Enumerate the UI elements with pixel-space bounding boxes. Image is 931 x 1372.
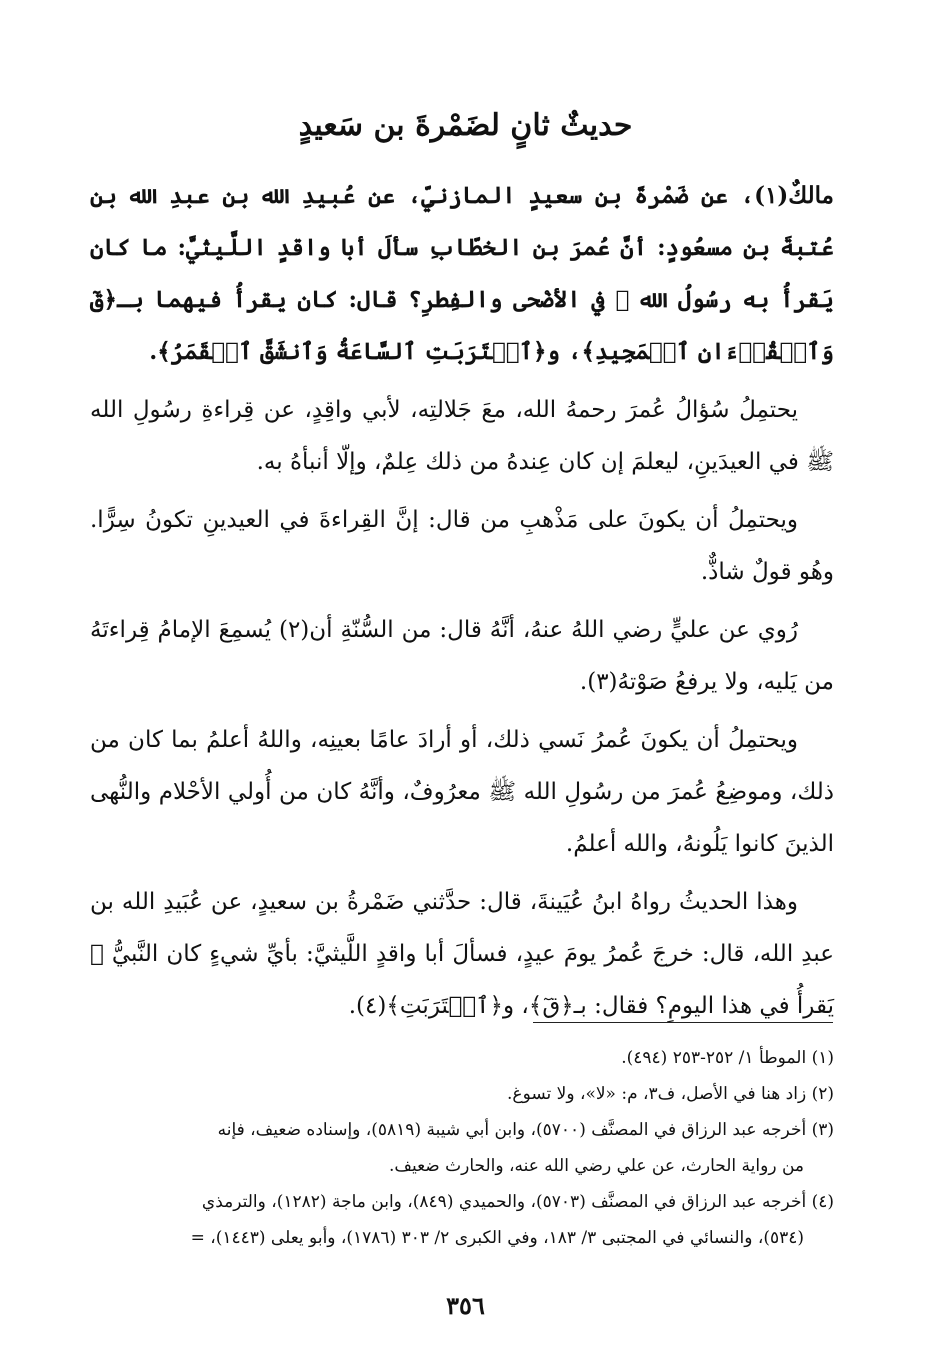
footnotes <box>90 1040 834 1256</box>
footnote-continuation: من رواية الحارث، عن علي رضي الله عنه، والحارث ضعيف. <box>388 1156 804 1176</box>
commentary-paragraph: يحتمِلُ سُؤالُ عُمرَ رحمهُ الله، معَ جَلالتِه، لأبي واقِدٍ، عن قِراءةِ رسُولِ الله ﷺ في العيدَينِ، ليعلمَ إن كان عِندهُ من ذلك عِلمٌ، وإلّا أنبأهُ به. <box>90 397 834 475</box>
footnote: (٢) زاد هنا في الأصل، ف٣، م: «لا»، ولا تسوغ. <box>507 1084 834 1104</box>
footnote: (١) الموطأ ١/ ٢٥٢-٢٥٣ (٤٩٤). <box>621 1048 834 1068</box>
commentary-paragraph: رُوي عن عليٍّ رضي اللهُ عنهُ، أنَّهُ قال: من السُّنّةِ أن(٢) يُسمِعَ الإمامُ قِراءتَهُ من يَليه، ولا يرفعُ صَوْتهُ(٣). <box>90 617 834 695</box>
commentary-paragraph: ويحتمِلُ أن يكونَ على مَذْهبِ من قال: إنَّ القِراءةَ في العيدينِ تكونُ سِرًّا. وهُو قولٌ شاذٌّ. <box>90 507 834 585</box>
page-number: ٣٥٦ <box>446 1291 485 1320</box>
footnote: (٤) أخرجه عبد الرزاق في المصنَّف (٥٧٠٣)، والحميدي (٨٤٩)، وابن ماجة (١٢٨٢)، والترمذي <box>201 1192 834 1212</box>
hadith-paragraph: مالكٌ(١)، عن ضَمْرةَ بن سعيدٍ المازنيِّ، عن عُبيدِ الله بن عبدِ الله بن عُتبةَ بن مسعُودٍ: أنَّ عُمرَ بن الخطّابِ سألَ أبا واقدٍ اللَّيثيَّ: ما كان يَقرأُ به رسُولُ الله ﷺ في الأضْحى والفِطرِ؟ قال: كان يقرأُ فيهما بـ﴿قٓ وَٱلۡقُرۡءَانِ ٱلۡمَجِيدِ﴾، و﴿ٱقۡتَرَبَتِ ٱلسَّاعَةُ وَٱنشَقَّ ٱلۡقَمَرُ﴾. <box>90 182 834 365</box>
commentary-paragraph: وهذا الحديثُ رواهُ ابنُ عُيَينةَ، قال: حدَّثني ضَمْرةُ بن سعيدٍ، عن عُبَيدِ الله بن عبدِ الله، قال: خرجَ عُمرُ يومَ عيدٍ، فسألَ أبا واقدٍ اللَّيثيَّ: بأيِّ شيءٍ كان النَّبيُّ ﷺ يَقرأُ في هذا اليومِ؟ فقال: بـ﴿قٓ﴾، و﴿ٱقۡتَرَبَتِ﴾(٤). <box>90 889 834 1019</box>
page-title: حديثٌ ثانٍ لضَمْرةَ بن سَعيدٍ <box>298 108 633 143</box>
commentary-paragraph: ويحتمِلُ أن يكونَ عُمرُ نَسي ذلك، أو أرادَ عامًا بعينِه، واللهُ أعلمُ بما كان من ذلك، وموضِعُ عُمرَ من رسُولِ الله ﷺ معرُوفٌ، وأنَّهُ كان من أُولي الأحْلام والنُّهى الذينَ كانوا يَلُونهُ، والله أعلمُ. <box>90 727 834 857</box>
footnote: (٣) أخرجه عبد الرزاق في المصنَّف (٥٧٠٠)، وابن أبي شيبة (٥٨١٩)، وإسناده ضعيف، فإنه <box>217 1120 834 1140</box>
footnote-continuation: (٥٣٤)، والنسائي في المجتبى ٣/ ١٨٣، وفي الكبرى ٢/ ٣٠٣ (١٧٨٦)، وأبو يعلى (١٤٤٣)، = <box>190 1228 804 1248</box>
footnote-divider <box>533 1022 833 1023</box>
main-text <box>90 170 834 1038</box>
